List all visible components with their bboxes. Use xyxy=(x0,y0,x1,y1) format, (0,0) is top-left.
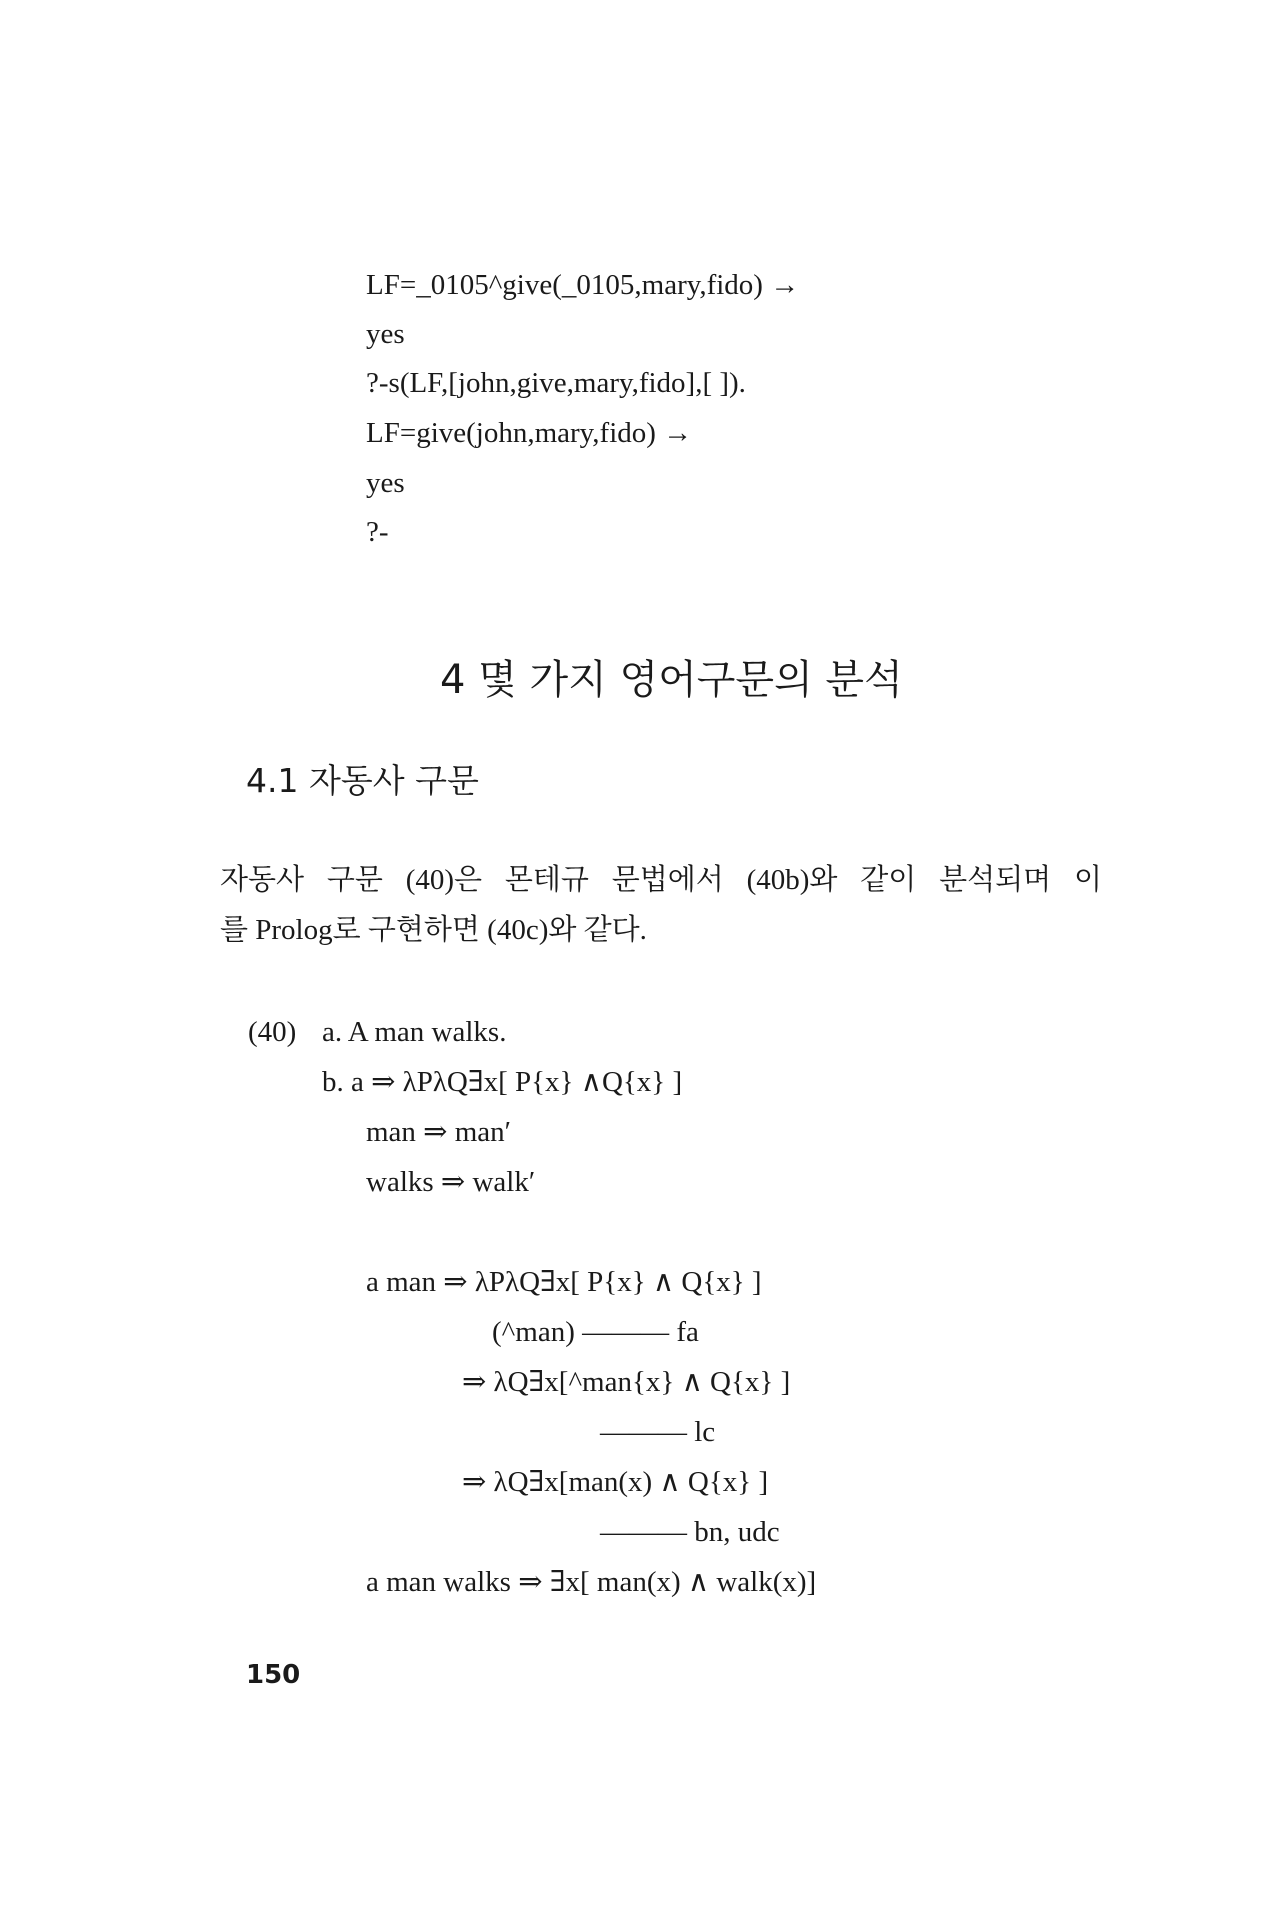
code-line-2: yes xyxy=(366,318,405,350)
code-line-4: LF=give(john,mary,fido) → xyxy=(366,417,693,449)
subsection-heading: 4.1 자동사 구문 xyxy=(246,761,479,800)
derivation-line-7: a man walks ⇒ ∃x[ man(x) ∧ walk(x)] xyxy=(366,1566,817,1598)
derivation-line-4: ——— lc xyxy=(600,1416,716,1448)
code-line-6: ?- xyxy=(366,516,389,548)
code-line-5: yes xyxy=(366,467,405,499)
derivation-line-2: (^man) ——— fa xyxy=(492,1316,699,1348)
paragraph-line-2: 를 Prolog로 구현하면 (40c)와 같다. xyxy=(220,914,647,946)
paragraph-line-1: 자동사 구문 (40)은 몬테규 문법에서 (40b)와 같이 분석되며 이 xyxy=(220,864,1102,896)
example-b-line-2: man ⇒ man′ xyxy=(366,1116,511,1148)
section-heading: 4 몇 가지 영어구문의 분석 xyxy=(440,657,903,703)
code-line-1: LF=_0105^give(_0105,mary,fido) → xyxy=(366,269,800,301)
derivation-line-3: ⇒ λQ∃x[^man{x} ∧ Q{x} ] xyxy=(462,1366,791,1398)
example-number: (40) xyxy=(248,1016,297,1048)
code-line-3: ?-s(LF,[john,give,mary,fido],[ ]). xyxy=(366,367,746,399)
page-number: 150 xyxy=(246,1660,301,1690)
example-b-line-3: walks ⇒ walk′ xyxy=(366,1166,536,1198)
example-a: a. A man walks. xyxy=(322,1016,507,1048)
derivation-line-5: ⇒ λQ∃x[man(x) ∧ Q{x} ] xyxy=(462,1466,769,1498)
derivation-line-6: ——— bn, udc xyxy=(600,1516,780,1548)
derivation-line-1: a man ⇒ λPλQ∃x[ P{x} ∧ Q{x} ] xyxy=(366,1266,762,1298)
example-b-line-1: b. a ⇒ λPλQ∃x[ P{x} ∧Q{x} ] xyxy=(322,1066,683,1098)
